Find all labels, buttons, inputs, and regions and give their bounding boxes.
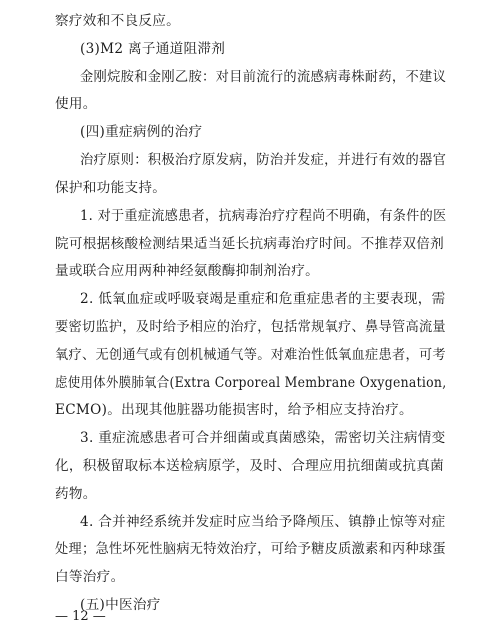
text-line-21: 白等治疗。 [55,569,125,586]
text-line-13: 氧疗、无创通气或有创机械通气等。对难治性低氧血症患者，可考 [55,346,446,363]
text-line-14: 虑使用体外膜肺氧合(Extra Corporeal Membrane Oxygenation, [55,374,447,391]
text-line-12: 要密切监护，及时给予相应的治疗，包括常规氧疗、鼻导管高流量 [55,318,446,335]
section-heading-tcm: (五)中医治疗 [80,597,161,613]
text-line-6: 治疗原则：积极治疗原发病，防治并发症，并进行有效的器官 [80,152,447,168]
text-line-17: 化，积极留取标本送检病原学，及时、合理应用抗细菌或抗真菌 [55,458,445,474]
text-line-19: 4. 合并神经系统并发症时应当给予降颅压、镇静止惊等对症 [80,513,446,530]
text-line-15: ECMO)。出现其他脏器功能损害时，给予相应支持治疗。 [55,402,413,419]
text-line-18: 药物。 [55,485,97,502]
text-line-20: 处理；急性坏死性脑病无特效治疗，可给予糖皮质激素和丙种球蛋 [55,541,446,558]
text-line-10: 量或联合应用两种神经氨酸酶抑制剂治疗。 [55,263,319,280]
section-heading-severe-cases: (四)重症病例的治疗 [80,124,203,141]
section-heading-m2: (3)M2 离子通道阻滞剂 [80,40,226,57]
text-line-1: 察疗效和不良反应。 [55,13,181,29]
text-line-16: 3. 重症流感患者可合并细菌或真菌感染，需密切关注病情变 [80,430,446,447]
text-line-4: 使用。 [55,96,97,113]
text-line-8: 1. 对于重症流感患者，抗病毒治疗疗程尚不明确，有条件的医 [80,207,447,224]
text-line-9: 院可根据核酸检测结果适当延长抗病毒治疗时间。不推荐双倍剂 [55,235,445,252]
text-line-11: 2. 低氧血症或呼吸衰竭是重症和危重症患者的主要表现，需 [80,291,446,308]
text-line-7: 保护和功能支持。 [55,179,167,196]
text-line-3: 金刚烷胺和金刚乙胺：对目前流行的流感病毒株耐药，不建议 [80,68,447,85]
page-number: — 12 — [55,609,106,624]
